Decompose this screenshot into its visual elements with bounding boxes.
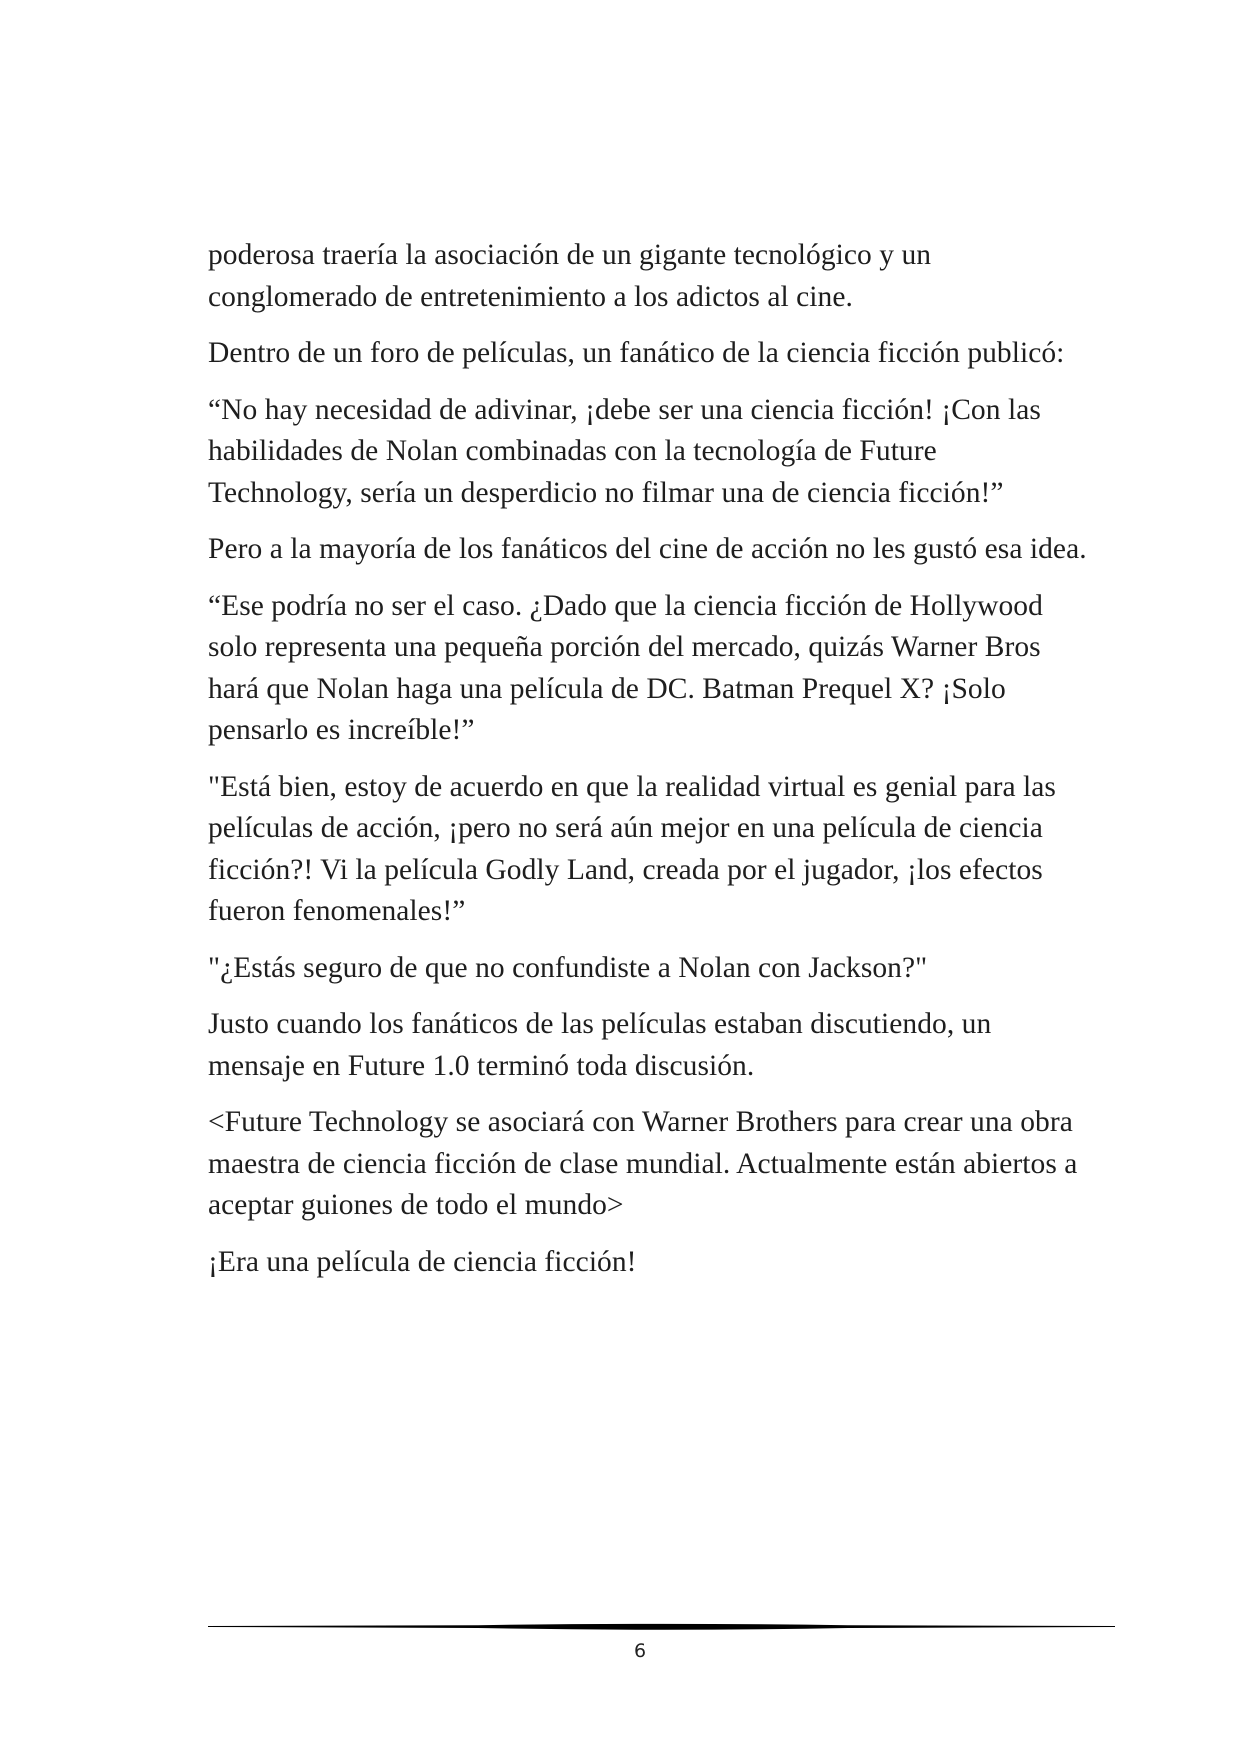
paragraph-6: "Está bien, estoy de acuerdo en que la realidad virtual es genial para las películas de acción, ¡pero no será aún mejor en una película de ciencia ficción?! Vi la película Godly Land, creada por el jugador, ¡los efectos fueron fenomenales!” [208, 770, 1056, 927]
paragraph-4: Pero a la mayoría de los fanáticos del cine de acción no les gustó esa idea. [208, 533, 1087, 565]
paragraph-7: "¿Estás seguro de que no confundiste a Nolan con Jackson?" [208, 951, 928, 984]
paragraph-5: “Ese podría no ser el caso. ¿Dado que la ciencia ficción de Hollywood solo representa una pequeña porción del mercado, quizás Warner Bros hará que Nolan haga una película de DC. Batman Prequel X? ¡Solo pensarlo es increíble!” [208, 589, 1043, 746]
paragraph-2: Dentro de un foro de películas, un fanático de la ciencia ficción publicó: [208, 337, 1065, 369]
paragraph-1: poderosa traería la asociación de un gigante tecnológico y un conglomerado de entretenimiento a los adictos al cine. [208, 239, 932, 313]
page-body [208, 235, 1088, 1298]
paragraph-8: Justo cuando los fanáticos de las películas estaban discutiendo, un mensaje en Future 1.0 terminó toda discusión. [208, 1008, 992, 1082]
paragraph-9: <Future Technology se asociará con Warner Brothers para crear una obra maestra de ciencia ficción de clase mundial. Actualmente están abiertos a aceptar guiones de todo el mundo> [208, 1106, 1078, 1221]
paragraph-10: ¡Era una película de ciencia ficción! [208, 1245, 637, 1278]
footer-divider [208, 1620, 1115, 1634]
paragraph-3: “No hay necesidad de adivinar, ¡debe ser una ciencia ficción! ¡Con las habilidades de Nolan combinadas con la tecnología de Future Technology, sería un desperdicio no filmar una de ciencia ficción!” [208, 393, 1041, 509]
page-number: 6 [633, 1640, 647, 1662]
